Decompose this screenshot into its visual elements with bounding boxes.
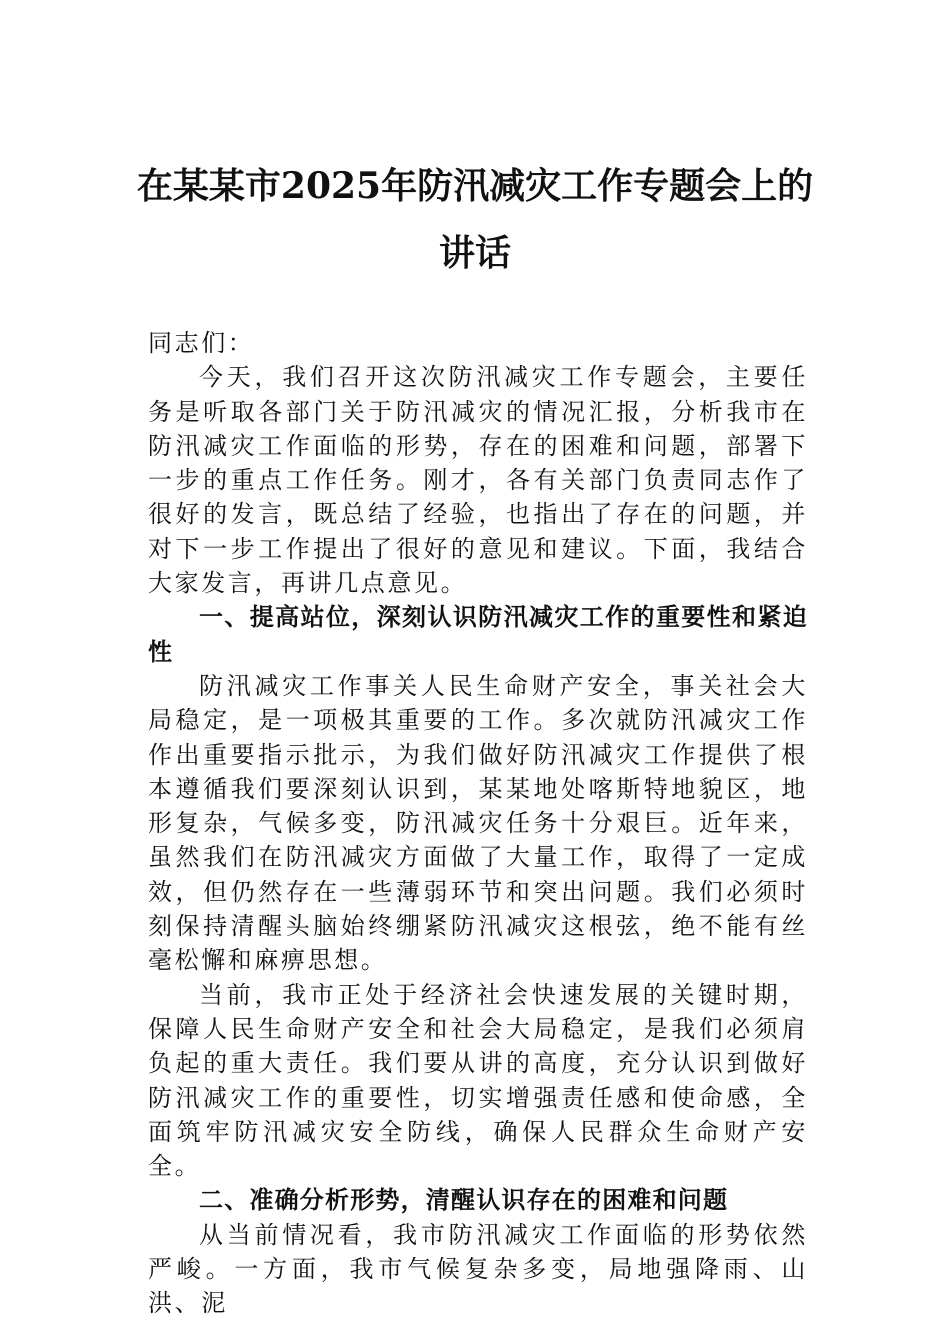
paragraph-intro: 今天，我们召开这次防汛减灾工作专题会，主要任务是听取各部门关于防汛减灾的情况汇报，分析我市在防汛减灾工作面临的形势，存在的困难和问题，部署下一步的重点工作任务。刚才，各有关部门负责同志作了很好的发言，既总结了经验，也指出了存在的问题，并对下一步工作提出了很好的意见和建议。下面，我结合大家发言，再讲几点意见。 bbox=[148, 363, 808, 598]
paragraph-situation: 从当前情况看，我市防汛减灾工作面临的形势依然严峻。一方面，我市气候复杂多变，局地强降雨、山洪、泥 bbox=[148, 1220, 808, 1318]
section-heading-1: 一、提高站位，深刻认识防汛减灾工作的重要性和紧迫性 bbox=[148, 603, 808, 666]
document-title-line-2: 讲话 bbox=[438, 232, 511, 274]
document-body bbox=[148, 326, 808, 1321]
salutation: 同志们： bbox=[148, 329, 255, 357]
document-title-line-1: 在某某市2025年防汛减灾工作专题会上的 bbox=[136, 165, 814, 207]
paragraph-current-period: 当前，我市正处于经济社会快速发展的关键时期，保障人民生命财产安全和社会大局稳定，是我们必须肩负起的重大责任。我们要从讲的高度，充分认识到做好防汛减灾工作的重要性，切实增强责任感和使命感，全面筑牢防汛减灾安全防线，确保人民群众生命财产安全。 bbox=[148, 980, 808, 1181]
section-heading-2: 二、准确分析形势，清醒认识存在的困难和问题 bbox=[199, 1186, 729, 1215]
paragraph-importance: 防汛减灾工作事关人民生命财产安全，事关社会大局稳定，是一项极其重要的工作。多次就防汛减灾工作作出重要指示批示，为我们做好防汛减灾工作提供了根本遵循我们要深刻认识到，某某地处喀斯特地貌区，地形复杂，气候多变，防汛减灾任务十分艰巨。近年来，虽然我们在防汛减灾方面做了大量工作，取得了一定成效，但仍然存在一些薄弱环节和突出问题。我们必须时刻保持清醒头脑始终绷紧防汛减灾这根弦，绝不能有丝毫松懈和麻痹思想。 bbox=[148, 671, 808, 975]
